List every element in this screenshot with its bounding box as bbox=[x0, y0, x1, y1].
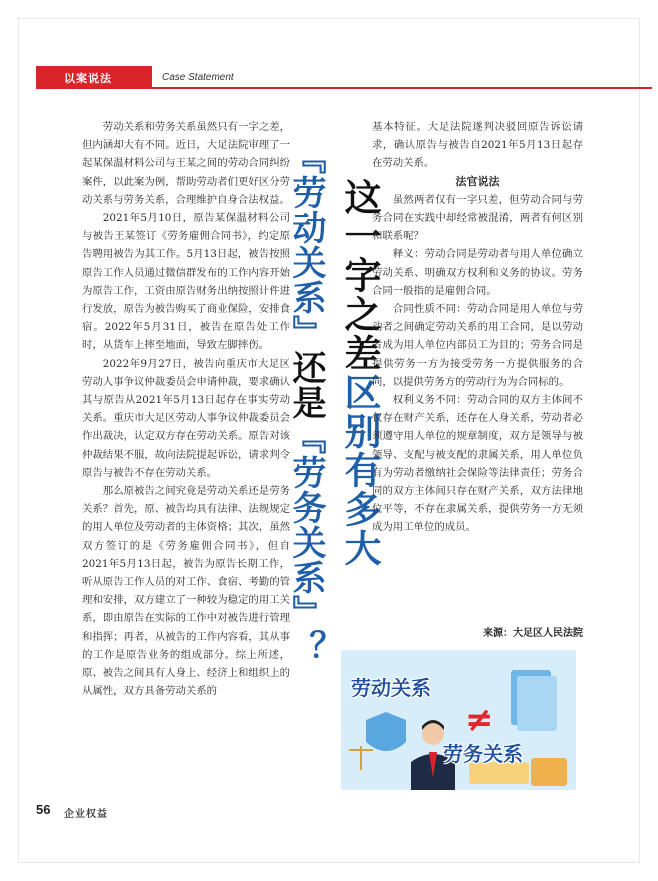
subheading: 法官说法 bbox=[455, 174, 500, 188]
section-english-label: Case Statement bbox=[162, 72, 234, 83]
paragraph: 劳动关系和劳务关系虽然只有一字之差，但内涵却大有不同。近日，大足法院审理了一起某保温材料公司与王某之间的劳动合同纠纷案件，以此案为例，帮助劳动者们更好区分劳动关系与劳务关系，合理维护自身合法权益。 bbox=[82, 121, 290, 206]
section-tab bbox=[36, 66, 152, 89]
not-equal-icon: ≠ bbox=[465, 700, 494, 740]
paragraph: 权利义务不同：劳动合同的双方主体间不仅存在财产关系，还存在人身关系，劳动者必须遵守用人单位的规章制度，双方是领导与被领导、支配与被支配的隶属关系，用人单位负有为劳动者缴纳社会保险等法律责任；劳务合同的双方主体间只存在财产关系，双方法律地位平等，不存在隶属关系，提供劳务一方无须成为用工单位的成员。 bbox=[372, 394, 583, 534]
article-column-right bbox=[372, 118, 583, 537]
article-column-left bbox=[82, 118, 290, 701]
header-rule bbox=[36, 87, 652, 89]
paragraph: 那么原被告之间究竟是劳动关系还是劳务关系？首先，原、被告均具有法律、法规规定的用人单位及劳动者的主体资格；其次，虽然双方签订的是《劳务雇佣合同书》，但自2021年5月13日起，被告为原告长期工作，听从原告工作人员的对工作、食宿、考勤的管理和安排，双方建立了一种较为稳定的用工关系，即由原告在实际的工作中对被告进行管理和指挥；再者，从被告的工作内容看，其从事的工作是原告业务的组成部分。综上所述，原、被告之间具有人身上、经济上和组织上的从属性，双方具备劳动关系的 bbox=[82, 485, 290, 698]
illustration-text-labor: 劳动关系 bbox=[351, 676, 431, 700]
card-shape bbox=[531, 758, 567, 786]
paragraph: 基本特征。大足法院遂判决驳回原告诉讼请求，确认原告与被告自2021年5月13日起存在劳动关系。 bbox=[372, 121, 583, 170]
page-number: 56 bbox=[36, 802, 51, 817]
paragraph: 2021年5月10日，原告某保温材料公司与被告王某签订《劳务雇佣合同书》，约定原告聘用被告为其工作。5月13日起，被告按照原告工作人员通过微信群发布的工作内容开始为原告工作，工资由原告财务出纳按照计件进行发放，原告为被告购买了商业保险，安排食宿。2022年5月31日，被告在原告处工作时，从货车上摔至地面，导致左脚摔伤。 bbox=[82, 212, 290, 352]
title-term-service: 『劳务关系』 bbox=[286, 420, 326, 630]
title-phrase-one: 这一字之差 bbox=[338, 178, 381, 373]
section-label: 以案说法 bbox=[64, 72, 112, 85]
illustration-text-service: 劳务关系 bbox=[443, 742, 523, 766]
paragraph: 2022年9月27日，被告向重庆市大足区劳动人事争议仲裁委员会申请仲裁，要求确认其与原告从2021年5月13日起存在事实劳动关系。重庆市大足区劳动人事争议仲裁委员会作出裁决，认定双方存在劳动关系。原告对该仲裁结果不服，故向法院提起诉讼，请求判令原告与被告不存在劳动关系。 bbox=[82, 357, 290, 479]
paragraph: 释义：劳动合同是劳动者与用人单位确立劳动关系、明确双方权利和义务的协议。劳务合同一般指的是雇佣合同。 bbox=[372, 248, 583, 297]
title-phrase-two: 区别有多大 bbox=[338, 373, 381, 568]
title-question-mark: ？ bbox=[286, 630, 326, 665]
paragraph: 虽然两者仅有一字只差，但劳动合同与劳务合同在实践中却经常被混淆，两者有何区别和联系呢？ bbox=[372, 193, 583, 243]
title-left-vertical bbox=[282, 140, 331, 665]
book-shape bbox=[517, 676, 557, 731]
illustration bbox=[341, 650, 576, 790]
illustration-graphic bbox=[341, 650, 576, 790]
shield-icon bbox=[366, 712, 406, 751]
title-term-labor: 『劳动关系』 bbox=[286, 140, 326, 350]
paragraph: 合同性质不同：劳动合同是用人单位与劳动者之间确定劳动关系的用工合同，是以劳动者成为用人单位内部员工为目的；劳务合同是提供劳务一方为接受劳务一方提供服务的合同，以提供劳务方的劳动行为为合同标的。 bbox=[372, 303, 583, 388]
title-connector: 还是 bbox=[286, 350, 326, 420]
source-credit: 来源：大足区人民法院 bbox=[483, 628, 583, 639]
publication-name: 企业权益 bbox=[64, 809, 108, 820]
